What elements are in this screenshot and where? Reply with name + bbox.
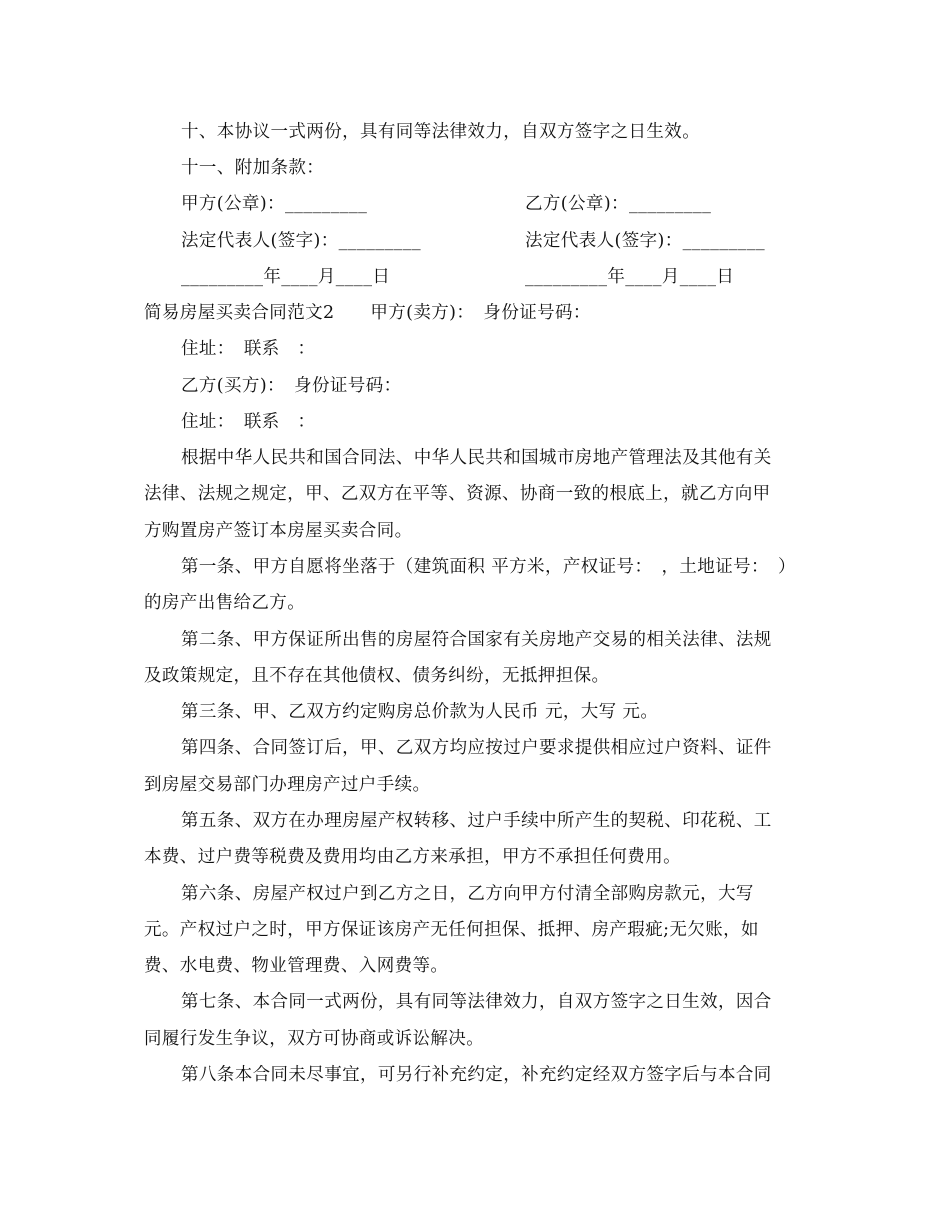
article-1-line-1: 第一条、甲方自愿将坐落于（建筑面积 平方米，产权证号： ，土地证号： ） <box>181 557 796 577</box>
clause-eleven: 十一、附加条款： <box>181 158 325 178</box>
article-6-line-1: 第六条、房屋产权过户到乙方之日，乙方向甲方付清全部购房款元，大写 <box>181 884 754 904</box>
article-2-line-2: 及政策规定，且不存在其他债权、债务纠纷，无抵押担保。 <box>144 666 610 686</box>
party-b-date: _________年____月____日 <box>525 267 735 287</box>
preamble-line-1: 根据中华人民共和国合同法、中华人民共和国城市房地产管理法及其他有关 <box>181 448 772 468</box>
clause-ten: 十、本协议一式两份，具有同等法律效力，自双方签字之日生效。 <box>181 122 701 142</box>
article-5-line-1: 第五条、双方在办理房屋产权转移、过户手续中所产生的契税、印花税、工 <box>181 811 772 831</box>
article-7-line-2: 同履行发生争议，双方可协商或诉讼解决。 <box>144 1029 485 1049</box>
preamble-line-3: 方购置房产签订本房屋买卖合同。 <box>144 521 413 541</box>
party-b-representative: 法定代表人(签字)：_________ <box>525 231 766 251</box>
article-6-line-3: 费、水电费、物业管理费、入网费等。 <box>144 956 449 976</box>
article-3: 第三条、甲、乙双方约定购房总价款为人民币 元，大写 元。 <box>181 702 659 722</box>
article-8-line-1: 第八条本合同未尽事宜，可另行补充约定，补充约定经双方签字后与本合同 <box>181 1065 772 1085</box>
party-b-identity: 乙方(买方)： 身份证号码： <box>181 376 402 396</box>
party-a-address: 住址： 联系 ： <box>181 339 316 359</box>
party-a-representative: 法定代表人(签字)：_________ <box>181 231 422 251</box>
article-2-line-1: 第二条、甲方保证所出售的房屋符合国家有关房地产交易的相关法律、法规 <box>181 630 772 650</box>
article-4-line-1: 第四条、合同签订后，甲、乙双方均应按过户要求提供相应过户资料、证件 <box>181 738 772 758</box>
article-6-line-2: 元。产权过户之时，甲方保证该房产无任何担保、抵押、房产瑕疵;无欠账，如 <box>144 920 759 940</box>
party-b-seal: 乙方(公章)：_________ <box>525 194 712 214</box>
article-1-line-2: 的房产出售给乙方。 <box>144 593 306 613</box>
preamble-line-2: 法律、法规之规定，甲、乙双方在平等、资源、协商一致的根底上，就乙方向甲 <box>144 484 771 504</box>
party-b-address: 住址： 联系 ： <box>181 412 316 432</box>
article-5-line-2: 本费、过户费等税费及费用均由乙方来承担，甲方不承担任何费用。 <box>144 847 681 867</box>
article-7-line-1: 第七条、本合同一式两份，具有同等法律效力，自双方签字之日生效，因合 <box>181 992 772 1012</box>
party-a-seal: 甲方(公章)：_________ <box>181 194 368 214</box>
party-a-date: _________年____月____日 <box>181 267 391 287</box>
section-title-line: 简易房屋买卖合同范文2 甲方(卖方)： 身份证号码： <box>144 303 591 323</box>
article-4-line-2: 到房屋交易部门办理房产过户手续。 <box>144 775 431 795</box>
